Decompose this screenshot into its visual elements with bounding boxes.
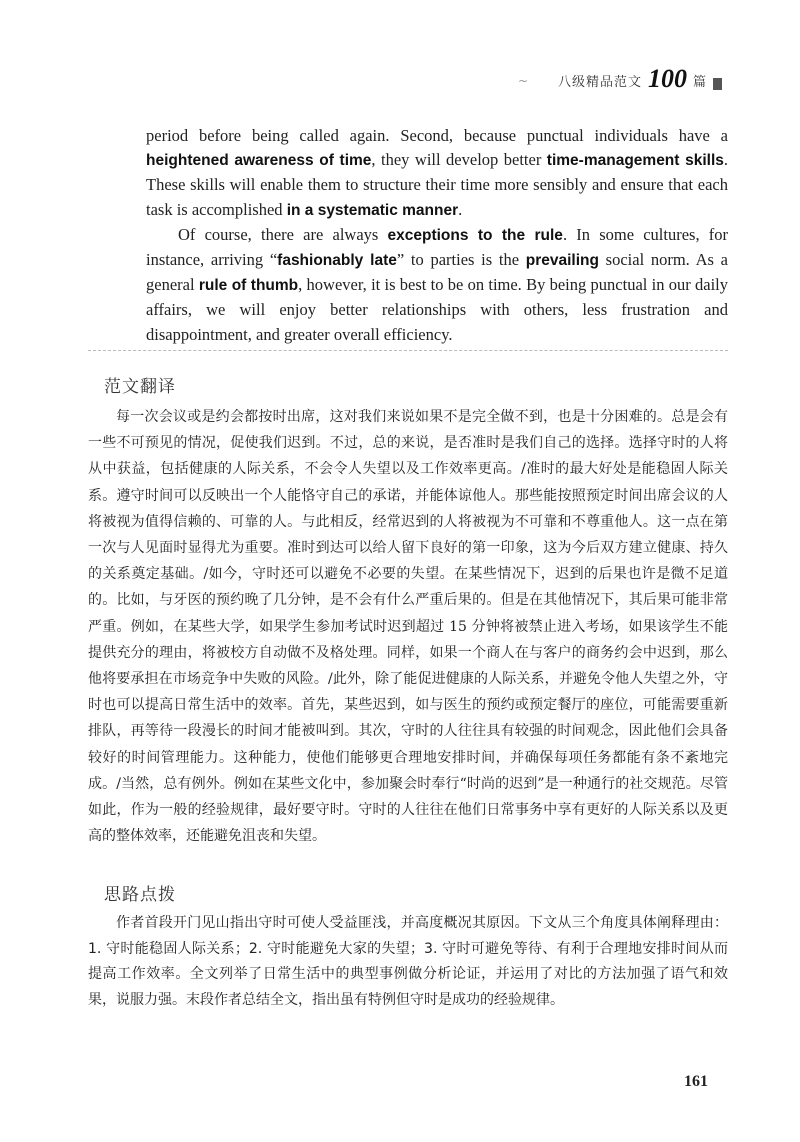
book-title-suffix: 篇 <box>692 75 706 90</box>
translation-heading: 范文翻译 <box>104 377 176 397</box>
text-run: period before being called again. Second, because punctual individuals have a <box>146 126 728 145</box>
book-title: 八级精品范文 <box>557 75 642 90</box>
key-phrase: prevailing <box>525 252 599 270</box>
header-block-icon <box>713 78 722 90</box>
key-phrase: exceptions to the rule <box>387 226 563 244</box>
text-run: . These skills will enable them to structure their time more sensibly and ensure that each task is accomplished <box>146 150 729 219</box>
english-paragraph-2 <box>146 223 728 347</box>
translation-paragraph: 每一次会议或是约会都按时出席，这对我们来说如果不是完全做不到，也是十分困难的。总是会有一些不可预见的情况，促使我们迟到。不过，总的来说，是否准时是我们自己的选择。选择守时的人将从中获益，包括健康的人际关系，不会令人失望以及工作效率更高。/准时的最大好处是能稳固人际关系。遵守时间可以反映出一个人能恪守自己的承诺，并能体谅他人。那些能按照预定时间出席会议的人将被视为值得信赖的、可靠的人。与此相反，经常迟到的人将被视为不可靠和不尊重他人。这一点在第一次与人见面时显得尤为重要。准时到达可以给人留下良好的第一印象，这为今后双方建立健康、持久的关系奠定基础。/如今，守时还可以避免不必要的失望。在某些情况下，迟到的后果也许是微不足道的。比如，与牙医的预约晚了几分钟，是不会有什么严重后果的。但是在其他情况下，其后果可能非常严重。例如，在某些大学，如果学生参加考试时迟到超过 15 分钟将被禁止进入考场，如果该学生不能提供充分的理由，将被校方自动做不及格处理。同样，如果一个商人在与客户的商务约会中迟到，那么他将要承担在市场竞争中失败的风险。/此外，除了能促进健康的人际关系，并避免令他人失望之外，守时也可以提高日常生活中的效率。首先，某些迟到，如与医生的预约或预定餐厅的座位，可能需要重新排队，再等待一段漫长的时间才能被叫到。其次，守时的人往往具有较强的时间观念，因此他们会具备较好的时间管理能力。这种能力，使他们能够更合理地安排时间，并确保每项任务都能有条不紊地完成。/当然，总有例外。例如在某些文化中，参加聚会时奉行“时尚的迟到”是一种通行的社交规范。尽管如此，作为一般的经验规律，最好要守时。守时的人往往在他们日常事务中享有更好的人际关系以及更高的整体效率，还能避免沮丧和失望。 <box>88 409 728 845</box>
translation-body <box>88 404 728 849</box>
key-phrase: rule of thumb <box>198 277 299 295</box>
text-run: , they will develop better <box>371 150 547 170</box>
text-run: . <box>458 199 463 219</box>
analysis-heading: 思路点拨 <box>104 885 176 905</box>
page-header <box>517 64 722 93</box>
english-paragraph-1 <box>146 124 728 223</box>
section-divider <box>88 350 728 351</box>
text-run: Of course, there are always <box>178 224 388 244</box>
text-run: ” to parties is the <box>396 250 526 270</box>
analysis-paragraph: 作者首段开门见山指出守时可使人受益匪浅，并高度概况其原因。下文从三个角度具体阐释理由：1. 守时能稳固人际关系；2. 守时能避免大家的失望；3. 守时可避免等待、有利于合理地安排时间从而提高工作效率。全文列举了日常生活中的典型事例做分析论证，并运用了对比的方法加强了语气和效果，说服力强。末段作者总结全文，指出虽有特例但守时是成功的经验规律。 <box>88 915 728 1008</box>
header-tilde: ~ <box>517 74 529 88</box>
key-phrase: heightened awareness of time <box>146 152 372 170</box>
key-phrase: fashionably late <box>277 252 397 270</box>
text-run: . In some cultures, for instance, arriving “ <box>146 224 729 270</box>
key-phrase: time-management skills <box>546 152 724 170</box>
text-run: social norm. As a general <box>146 250 728 295</box>
analysis-body <box>88 911 728 1013</box>
text-run: , however, it is best to be on time. By being punctual in our daily affairs, we will enjoy better relationships with others, less frustration and disappointment, and greater overall efficiency. <box>146 275 728 344</box>
book-title-number: 100 <box>647 64 687 93</box>
english-essay <box>146 124 728 347</box>
page-number: 161 <box>684 1073 708 1090</box>
key-phrase: in a systematic manner <box>286 201 459 219</box>
